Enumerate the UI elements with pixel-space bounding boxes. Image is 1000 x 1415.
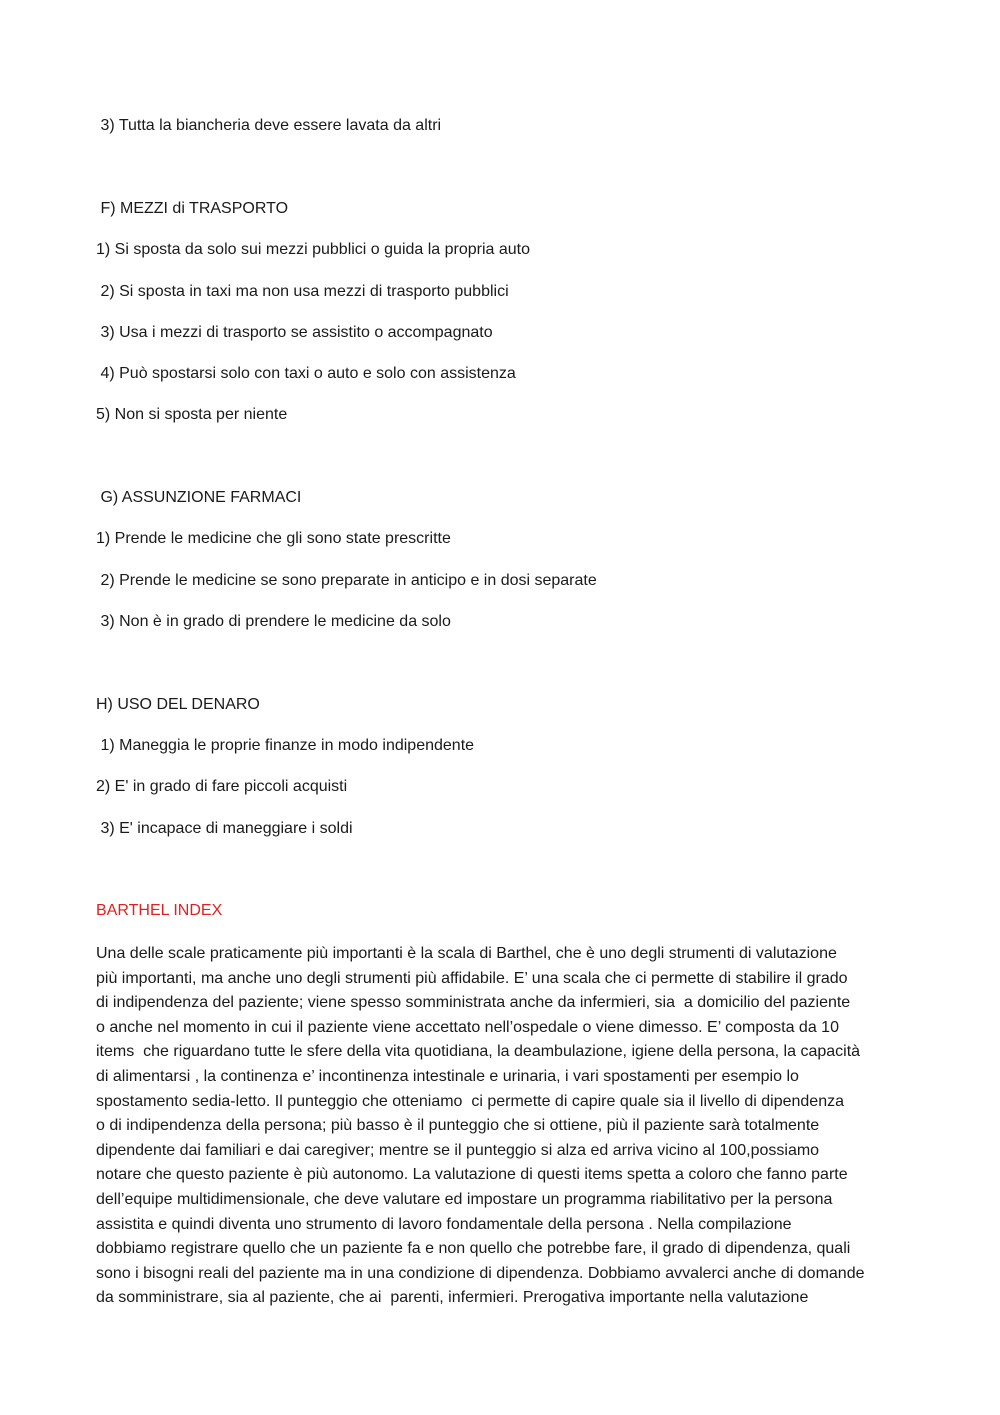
list-item: 1) Prende le medicine che gli sono state prescritte bbox=[96, 530, 451, 547]
paragraph-line: o di indipendenza della persona; più basso è il punteggio che si ottiene, più il paziente sarà totalmente bbox=[96, 1117, 820, 1135]
section-heading-uso-del-denaro: H) USO DEL DENARO bbox=[96, 696, 260, 713]
paragraph-line: notare che questo paziente è più autonomo. La valutazione di questi items spetta a coloro che fanno parte bbox=[96, 1166, 848, 1184]
section-heading-assunzione-farmaci: G) ASSUNZIONE FARMACI bbox=[96, 489, 302, 506]
list-item: 2) Prende le medicine se sono preparate in anticipo e in dosi separate bbox=[96, 572, 597, 589]
paragraph-line: dobbiamo registrare quello che un paziente fa e non quello che potrebbe fare, il grado di dipendenza, quali bbox=[96, 1240, 851, 1258]
list-item: 3) Usa i mezzi di trasporto se assistito o accompagnato bbox=[96, 324, 493, 341]
list-item: 2) E' in grado di fare piccoli acquisti bbox=[96, 778, 348, 795]
list-item: 5) Non si sposta per niente bbox=[96, 406, 288, 423]
list-item: 3) Tutta la biancheria deve essere lavata da altri bbox=[96, 117, 442, 134]
list-item: 4) Può spostarsi solo con taxi o auto e solo con assistenza bbox=[96, 365, 516, 382]
paragraph-line: sono i bisogni reali del paziente ma in una condizione di dipendenza. Dobbiamo avvalerci anche di domande bbox=[96, 1264, 865, 1282]
section-heading-mezzi-di-trasporto: F) MEZZI di TRASPORTO bbox=[96, 200, 289, 217]
list-item: 1) Si sposta da solo sui mezzi pubblici o guida la propria auto bbox=[96, 241, 531, 258]
paragraph-line: più importanti, ma anche uno degli strumenti più affidabile. E’ una scala che ci permette di stabilire il grado bbox=[96, 969, 848, 987]
paragraph-line: di alimentarsi , la continenza e’ incontinenza intestinale e urinaria, i vari spostamenti per esempio lo bbox=[96, 1067, 799, 1085]
paragraph-line: items che riguardano tutte le sfere della vita quotidiana, la deambulazione, igiene della persona, la capacità bbox=[96, 1043, 861, 1061]
paragraph-line: assistita e quindi diventa uno strumento di lavoro fondamentale della persona . Nella compilazione bbox=[96, 1215, 792, 1233]
barthel-index-paragraph bbox=[96, 942, 911, 1311]
barthel-index-heading: BARTHEL INDEX bbox=[96, 902, 223, 919]
list-item: 2) Si sposta in taxi ma non usa mezzi di trasporto pubblici bbox=[96, 283, 509, 300]
list-item: 1) Maneggia le proprie finanze in modo indipendente bbox=[96, 737, 475, 754]
paragraph-line: dell’equipe multidimensionale, che deve valutare ed impostare un programma riabilitativo per la persona bbox=[96, 1190, 833, 1208]
paragraph-line: dipendente dai familiari e dai caregiver; mentre se il punteggio si alza ed arriva vicino al 100,possiamo bbox=[96, 1141, 820, 1159]
paragraph-line: di indipendenza del paziente; viene spesso somministrata anche da infermieri, sia a domicilio del paziente bbox=[96, 994, 851, 1012]
paragraph-line: o anche nel momento in cui il paziente viene accettato nell’ospedale o viene dimesso. E’ composta da 10 bbox=[96, 1018, 839, 1036]
paragraph-line: Una delle scale praticamente più importanti è la scala di Barthel, che è uno degli strumenti di valutazione bbox=[96, 945, 837, 962]
paragraph-line: spostamento sedia-letto. Il punteggio che otteniamo ci permette di capire quale sia il livello di dipendenza bbox=[96, 1092, 844, 1110]
list-item: 3) E' incapace di maneggiare i soldi bbox=[96, 820, 353, 837]
list-item: 3) Non è in grado di prendere le medicine da solo bbox=[96, 613, 451, 630]
paragraph-line: da somministrare, sia al paziente, che ai parenti, infermieri. Prerogativa importante nella valutazione bbox=[96, 1289, 809, 1307]
